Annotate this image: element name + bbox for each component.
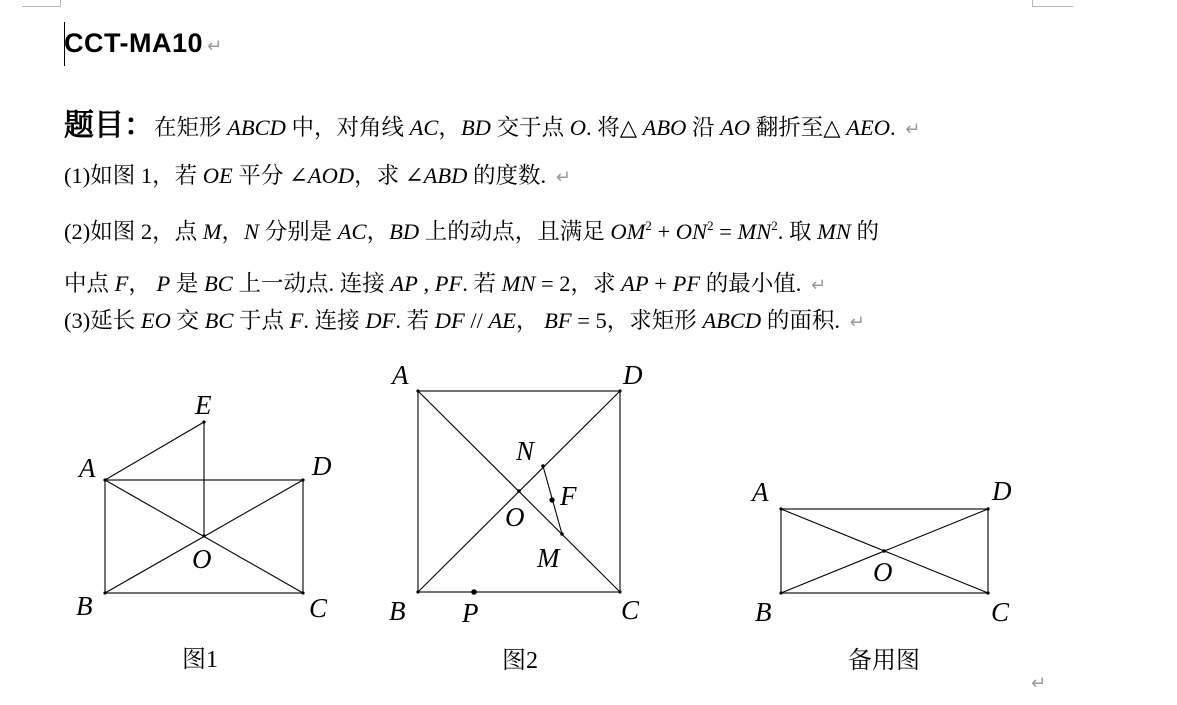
fig2-label-n: N [516,436,535,466]
math-variable: AP [621,271,649,296]
text-segment: = 5，求矩形 [571,308,703,333]
text-segment: . 若 [462,271,502,296]
math-variable: BF [544,308,572,333]
fig1-point-o [202,534,205,537]
problem-label: 题目 [64,109,124,142]
fig2-label-m: M [537,543,560,573]
fig2-point-c [618,590,621,593]
text-segment: 的最小值. [700,271,808,296]
fig2-point-p [471,589,477,595]
text-segment: 平分 ∠ [232,163,308,188]
text-segment: . 将△ [585,115,643,140]
text-segment: 在矩形 [154,115,228,140]
text-segment: 是 [170,271,205,296]
text-segment: 中，对角线 [285,115,410,140]
math-variable: N [244,219,260,244]
math-variable: M [202,219,222,244]
text-segment: // [464,308,489,333]
problem-colon: ： [124,109,154,142]
math-variable: F [289,308,304,333]
fig2-point-a [416,389,419,392]
paragraph-mark-icon: ↵ [1031,673,1047,694]
fig3-point-c [986,591,989,594]
math-variable: BD [460,115,491,140]
math-variable: ABCD [702,308,762,333]
fig2-label-c: C [621,595,640,625]
text-segment: 上一动点. 连接 [232,271,391,296]
math-variable: P [156,271,171,296]
math-variable: DF [365,308,396,333]
text-segment: 分别是 [259,219,338,244]
fig1-point-e [202,420,205,423]
text-segment: ， [366,219,390,244]
text-segment: (2)如图 2，点 [64,219,203,244]
fig1-segment-ae [105,422,204,480]
fig1-label-b: B [76,591,93,621]
fig1-point-b [103,591,106,594]
fig1-point-c [301,591,304,594]
text-segment: 沿 [686,115,721,140]
document-title-text: CCT-MA10 [64,28,204,58]
fig3-point-a [779,507,782,510]
fig1-label-c: C [309,593,328,623]
math-variable: BC [204,271,233,296]
fig2-label-b: B [389,596,406,626]
fig2-point-o [517,489,521,493]
math-variable: PF [672,271,701,296]
math-variable: AP [390,271,418,296]
paragraph-mark-icon: ↵ [849,312,865,333]
fig3-label-a: A [752,477,769,507]
text-segment: . 取 [777,219,818,244]
math-variable: AEO [846,115,890,140]
fig2-caption: 图2 [502,648,538,674]
text-segment: . 连接 [303,308,366,333]
fig2-point-b [416,590,419,593]
fig2-label-a: A [392,360,409,390]
math-variable: BD [389,219,420,244]
math-variable: EO [140,308,171,333]
text-segment: ， [128,271,157,296]
fig1-label-e: E [195,390,212,420]
fig2-point-f [549,497,554,502]
paragraph-mark-icon: ↵ [905,119,921,140]
fig3-point-o [882,549,886,553]
fig2-label-f: F [560,481,577,511]
text-segment: 的 [850,219,880,244]
text-segment: ， [221,219,245,244]
fig1-point-d [301,478,304,481]
fig1-label-o: O [192,544,212,574]
text-segment: 翻折至△ [750,115,847,140]
math-variable: AC [337,219,367,244]
math-variable: ABO [642,115,687,140]
math-variable: BC [204,308,234,333]
math-variable: MN [501,271,536,296]
fig3-point-d [986,507,989,510]
text-segment: 交于点 [490,115,570,140]
superscript-exponent: 2 [707,218,714,233]
text-segment: ， [515,308,545,333]
math-variable: MN [817,219,851,244]
text-segment: + [651,219,676,244]
math-variable: ON [675,219,708,244]
paragraph-mark-icon: ↵ [555,167,571,188]
text-segment: 上的动点，且满足 [419,219,611,244]
text-segment: = 2，求 [535,271,622,296]
text-segment: + [648,271,673,296]
fig1-label-d: D [312,451,332,481]
math-variable: ABCD [227,115,286,140]
fig2-label-p: P [462,598,479,628]
fig2-point-m [560,532,564,536]
fig2-label-o: O [505,502,525,532]
text-segment: , [417,271,435,296]
math-variable: AOD [307,163,355,188]
text-segment: ， [438,115,461,140]
fig2-point-n [541,464,545,468]
paragraph-mark-icon: ↵ [811,275,827,296]
fig3-label-b: B [755,597,772,627]
fig2-point-d [618,389,621,392]
fig3-label-d: D [992,476,1012,506]
math-variable: F [114,271,129,296]
math-variable: ABD [423,163,468,188]
fig1-point-a [103,478,106,481]
math-variable: AO [720,115,751,140]
fig3-point-b [779,591,782,594]
fig3-caption: 备用图 [848,648,920,674]
math-variable: PF [434,271,463,296]
text-segment: . [889,115,902,140]
math-variable: OM [610,219,646,244]
fig3-label-o: O [873,557,893,587]
fig1-label-a: A [79,453,96,483]
math-variable: AE [488,308,516,333]
math-variable: MN [737,219,772,244]
superscript-exponent: 2 [645,218,652,233]
fig3-label-c: C [991,597,1010,627]
math-variable: AC [409,115,439,140]
text-segment: 的度数. [467,163,552,188]
superscript-exponent: 2 [771,218,778,233]
text-segment: 中点 [64,271,115,296]
text-segment: (3)延长 [64,308,141,333]
math-variable: DF [434,308,465,333]
fig1-caption: 图1 [182,647,218,673]
text-segment: 的面积. [761,308,846,333]
text-segment: 交 [170,308,205,333]
text-segment: ，求 ∠ [354,163,424,188]
text-segment: . 若 [395,308,435,333]
math-variable: O [569,115,586,140]
text-segment: 于点 [233,308,290,333]
text-segment: (1)如图 1，若 [64,163,203,188]
fig2-label-d: D [623,360,643,390]
math-variable: OE [202,163,233,188]
text-segment: = [713,219,738,244]
paragraph-mark-icon: ↵ [207,36,223,57]
